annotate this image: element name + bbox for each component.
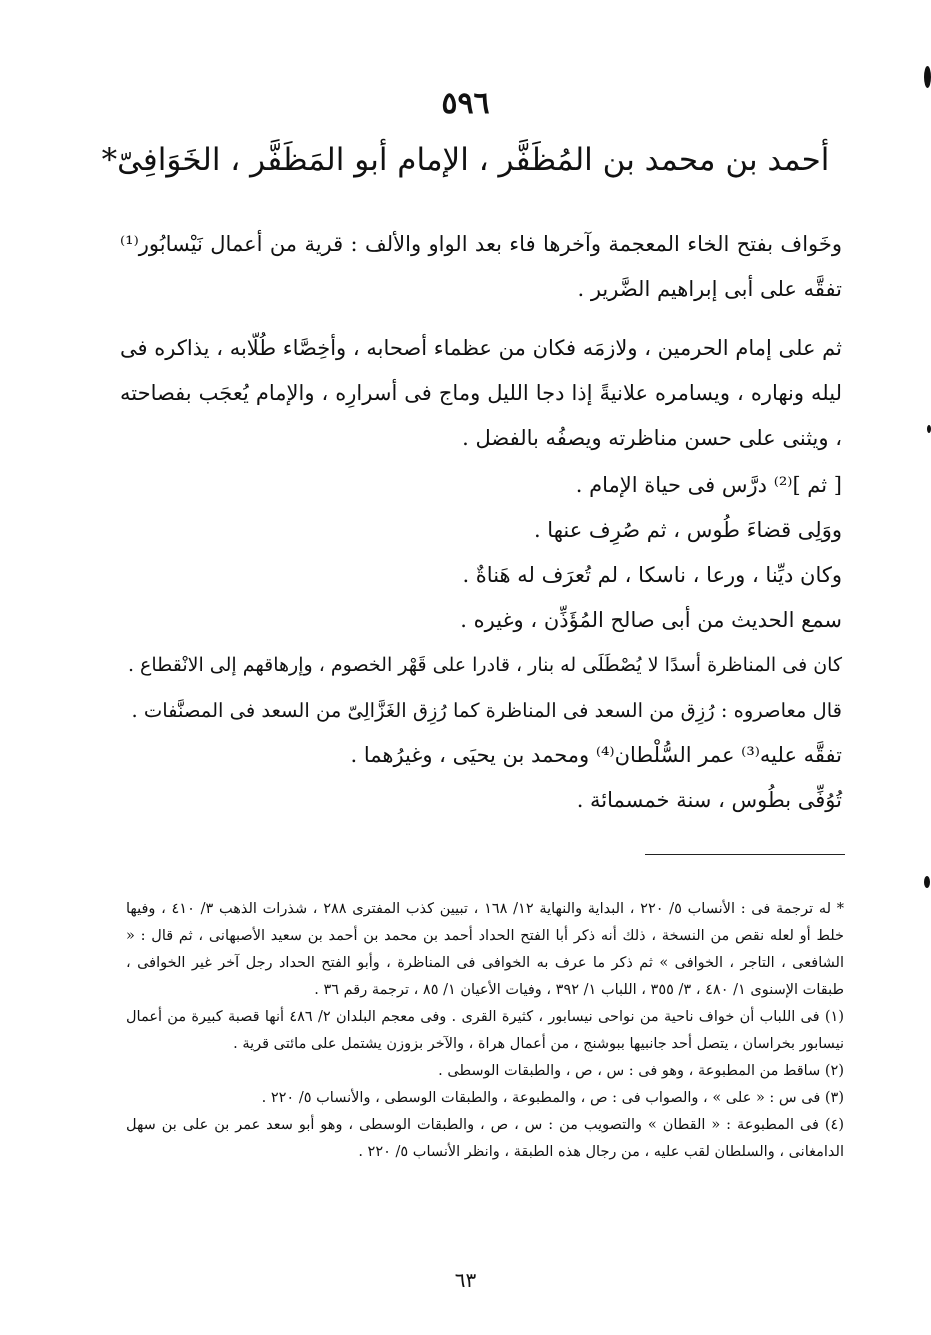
entry-number: ٥٩٦	[441, 86, 490, 121]
scan-edge-mark	[927, 425, 931, 433]
footnote: * له ترجمة فى : الأنساب ٥/ ٢٢٠ ، البداية والنهاية ١٢/ ١٦٨ ، تبيين كذب المفترى ٢٨٨ ، شذرات الذهب ٣/ ٤١٠ ، وفيها خلط أو لعله نقص من النسخة ، ذلك أنه ذكر أبا الفتح الحداد أحمد بن محمد بن أحمد بن سعيد الأصبهانى ، ثم قال : « الشافعى ، التاجر ، الخوافى » ثم ذكر ما عرف به الخوافى فى المناظرة ، وأبو الفتح الحداد رجل آخر غير الخوافى ، طبقات الإسنوى ١/ ٤٨٠ ، ٣/ ٣٥٥ ، اللباب ١/ ٣٩٢ ، وفيات الأعيان ١/ ٨٥ ، ترجمة رقم ٣٦ .	[126, 901, 845, 998]
biography-lines	[120, 463, 842, 823]
page-number: ٦٣	[454, 1268, 477, 1292]
footnote: (١) فى اللباب أن خواف ناحية من نواحى نيسابور ، كثيرة القرى . وفى معجم البلدان ٢/ ٤٨٦ أنها قصبة كبيرة من أعمال نيسابور بخراسان ، يتصل أحد جانبيها ببوشنج ، من أعمال هراة ، والآخر بزوزن يشتمل على مائتى قرية .	[126, 1009, 844, 1052]
intro-paragraph: وخَواف بفتح الخاء المعجمة وآخرها فاء بعد الواو والألف : قرية من أعمال نَيْسابُور⁽¹⁾ تفقَّه على أبى إبراهيم الضَّرير .	[120, 232, 842, 301]
biography-line: [ ثم ]⁽²⁾ درَّس فى حياة الإمام .	[575, 473, 842, 497]
biography-line: سمع الحديث من أبى صالح المُؤَذِّن ، وغيره .	[460, 608, 842, 632]
footnote: (٤) فى المطبوعة : « القطان » والتصويب من : س ، ص ، والطبقات الوسطى ، وهو أبو سعد عمر بن على بن سهل الدامغانى ، والسلطان لقب عليه ، من رجال هذه الطبقة ، وانظر الأنساب ٥/ ٢٢٠ .	[126, 1117, 844, 1160]
main-paragraph: ثم على إمام الحرمين ، ولازمَه فكان من عظماء أصحابه ، وأخِصَّاء طُلّابه ، يذاكره فى ليله ونهاره ، ويسامره علانيةً إذا دجا الليل وماج فى أسرارِه ، والإمام يُعجَب بفصاحته ، ويثنى على حسن مناظرته ويصفُه بالفضل .	[120, 336, 842, 450]
scan-edge-mark	[924, 876, 930, 888]
footnotes	[126, 896, 844, 1166]
footnote-divider	[645, 854, 845, 855]
biography-line: كان فى المناظرة أسدًا لا يُصْطَلَى له بنار ، قادرا على قَهْر الخصوم ، وإرهاقهم إلى الانْقطاع .	[127, 654, 842, 676]
biography-line: وكان ديِّنا ، ورعا ، ناسكا ، لم تُعرَف له هَناةٌ .	[462, 563, 842, 587]
biography-line: تفقَّه عليه⁽³⁾ عمر السُّلْطان⁽⁴⁾ ومحمد بن يحيَى ، وغيرُهما .	[350, 743, 842, 767]
footnote: (٣) فى س : « على » ، والصواب فى : ص ، والمطبوعة ، والطبقات الوسطى ، والأنساب ٥/ ٢٢٠ .	[261, 1090, 844, 1106]
scan-edge-mark	[924, 66, 931, 88]
biography-line: ووَلِى قضاءَ طُوس ، ثم صُرِف عنها .	[533, 518, 842, 542]
entry-title: أحمد بن محمد بن المُظَفَّر ، الإمام أبو المَظَفَّر ، الخَوَافِىّ*	[101, 142, 830, 178]
biography-line: تُوُفِّى بطُوس ، سنة خمسمائة .	[576, 788, 842, 812]
footnote: (٢) ساقط من المطبوعة ، وهو فى : س ، ص ، والطبقات الوسطى .	[438, 1063, 844, 1079]
biography-line: قال معاصروه : رُزِق من السعد فى المناظرة كما رُزِق الغَزَّالِىّ من السعد فى المصنَّفات .	[131, 699, 842, 722]
